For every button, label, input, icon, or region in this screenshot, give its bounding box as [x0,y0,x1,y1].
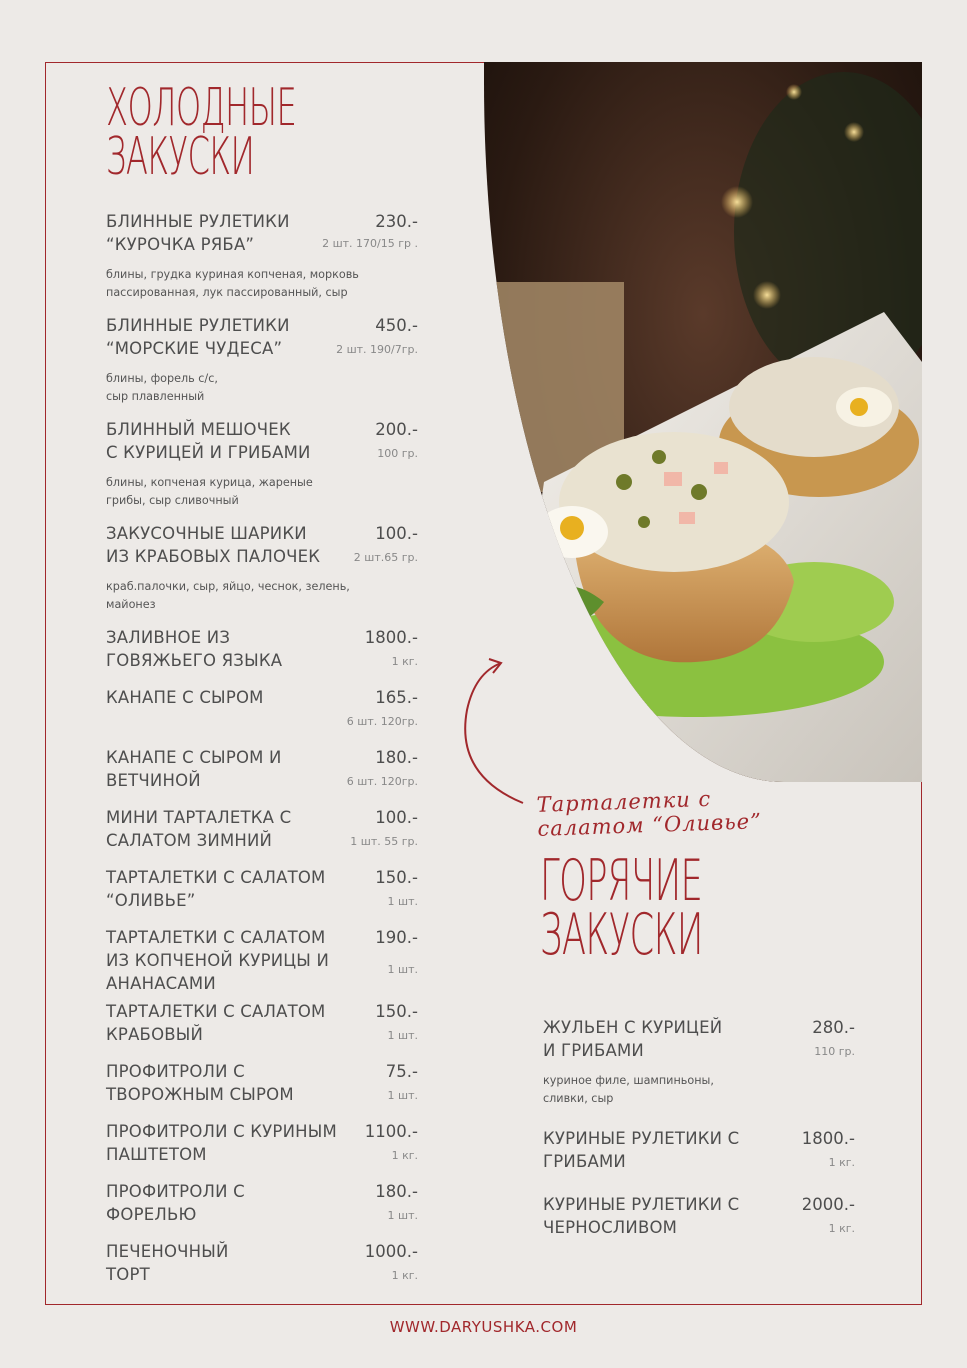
item-price: 180.- [375,748,418,767]
item-price: 1100.- [364,1122,418,1141]
item-weight: 2 шт.65 гр. [353,551,418,564]
menu-item [106,1000,418,1046]
item-price: 230.- [375,212,418,231]
item-name: ТАРТАЛЕТКИ С САЛАТОМ КРАБОВЫЙ [106,1002,326,1044]
item-description: блины, грудка куриная копченая, морковь пассированная, лук пассированный, сыр [106,268,359,299]
item-description: краб.палочки, сыр, яйцо, чеснок, зелень, майонез [106,580,350,611]
item-description: блины, копченая курица, жареные грибы, сыр сливочный [106,476,313,507]
item-name: ЗАЛИВНОЕ ИЗ ГОВЯЖЬЕГО ЯЗЫКА [106,628,283,670]
item-name: МИНИ ТАРТАЛЕТКА С САЛАТОМ ЗИМНИЙ [106,808,292,850]
item-price: 190.- [375,928,418,947]
item-name: КАНАПЕ С СЫРОМ И ВЕТЧИНОЙ [106,748,282,790]
item-name: ПРОФИТРОЛИ С КУРИНЫМ ПАШТЕТОМ [106,1122,337,1164]
item-price: 200.- [375,420,418,439]
menu-item [106,314,418,406]
item-weight: 2 шт. 170/15 гр . [322,237,418,250]
item-price: 180.- [375,1182,418,1201]
item-weight: 1 кг. [391,655,418,668]
title-line: ЗАКУСКИ [106,127,255,188]
menu-item [543,1127,855,1173]
item-weight: 100 гр. [377,447,418,460]
item-price: 280.- [812,1018,855,1037]
item-weight: 1 кг. [391,1149,418,1162]
item-weight: 110 гр. [814,1045,855,1058]
hot-section-title [540,848,703,969]
item-name: КАНАПЕ С СЫРОМ [106,688,264,707]
title-line: ХОЛОДНЫЕ [106,78,297,138]
menu-item [106,866,418,912]
menu-item [106,1180,418,1226]
item-weight: 1 шт. [387,1089,418,1102]
item-name: ТАРТАЛЕТКИ С САЛАТОМ “ОЛИВЬЕ” [106,868,326,910]
menu-item [106,522,418,614]
item-name: КУРИНЫЕ РУЛЕТИКИ С ГРИБАМИ [543,1129,740,1171]
item-weight: 1 шт. [387,1029,418,1042]
menu-item [106,1240,418,1286]
menu-item [543,1193,855,1239]
item-name: БЛИННЫЕ РУЛЕТИКИ “МОРСКИЕ ЧУДЕСА” [106,316,290,358]
item-name: БЛИННЫЙ МЕШОЧЕК С КУРИЦЕЙ И ГРИБАМИ [106,420,311,462]
menu-item [106,926,418,995]
item-name: ТАРТАЛЕТКИ С САЛАТОМ ИЗ КОПЧЕНОЙ КУРИЦЫ И АНАНАСАМИ [106,928,330,993]
menu-item [106,1060,418,1106]
menu-item [106,626,418,672]
item-weight: 1 шт. [387,895,418,908]
photo-caption: Тарталетки с салатом “Оливье” [536,786,763,841]
item-price: 150.- [375,1002,418,1021]
title-line: ГОРЯЧИЕ [540,848,703,914]
item-weight: 1 кг. [828,1222,855,1235]
item-weight: 6 шт. 120гр. [346,775,418,788]
menu-item [106,418,418,510]
cold-section-title [106,78,297,188]
item-weight: 1 кг. [391,1269,418,1282]
item-price: 2000.- [801,1195,855,1214]
item-weight: 6 шт. 120гр. [346,715,418,728]
item-price: 150.- [375,868,418,887]
item-price: 450.- [375,316,418,335]
item-price: 1000.- [364,1242,418,1261]
menu-item [106,746,418,792]
item-weight: 1 шт. [387,963,418,976]
item-price: 75.- [385,1062,418,1081]
item-name: БЛИННЫЕ РУЛЕТИКИ “КУРОЧКА РЯБА” [106,212,290,254]
item-weight: 1 шт. [387,1209,418,1222]
item-price: 1800.- [364,628,418,647]
item-description: куриное филе, шампиньоны, сливки, сыр [543,1074,714,1105]
curved-arrow-icon [455,655,525,805]
title-line: ЗАКУСКИ [540,902,703,969]
item-name: КУРИНЫЕ РУЛЕТИКИ С ЧЕРНОСЛИВОМ [543,1195,740,1237]
item-price: 100.- [375,524,418,543]
website-link[interactable]: WWW.DARYUSHKA.COM [389,1318,578,1336]
item-name: ЖУЛЬЕН С КУРИЦЕЙ И ГРИБАМИ [543,1018,723,1060]
item-name: ПРОФИТРОЛИ С ФОРЕЛЬЮ [106,1182,245,1224]
menu-item [106,806,418,852]
item-name: ПЕЧЕНОЧНЫЙ ТОРТ [106,1242,229,1284]
item-weight: 1 шт. 55 гр. [350,835,418,848]
item-price: 1800.- [801,1129,855,1148]
item-description: блины, форель с/с, сыр плавленный [106,372,218,403]
menu-item [543,1016,855,1108]
item-weight: 1 кг. [828,1156,855,1169]
item-name: ЗАКУСОЧНЫЕ ШАРИКИ ИЗ КРАБОВЫХ ПАЛОЧЕК [106,524,321,566]
item-price: 100.- [375,808,418,827]
item-name: ПРОФИТРОЛИ С ТВОРОЖНЫМ СЫРОМ [106,1062,294,1104]
item-price: 165.- [375,688,418,707]
menu-item [106,686,418,728]
item-weight: 2 шт. 190/7гр. [336,343,418,356]
menu-item [106,210,418,302]
menu-item [106,1120,418,1166]
